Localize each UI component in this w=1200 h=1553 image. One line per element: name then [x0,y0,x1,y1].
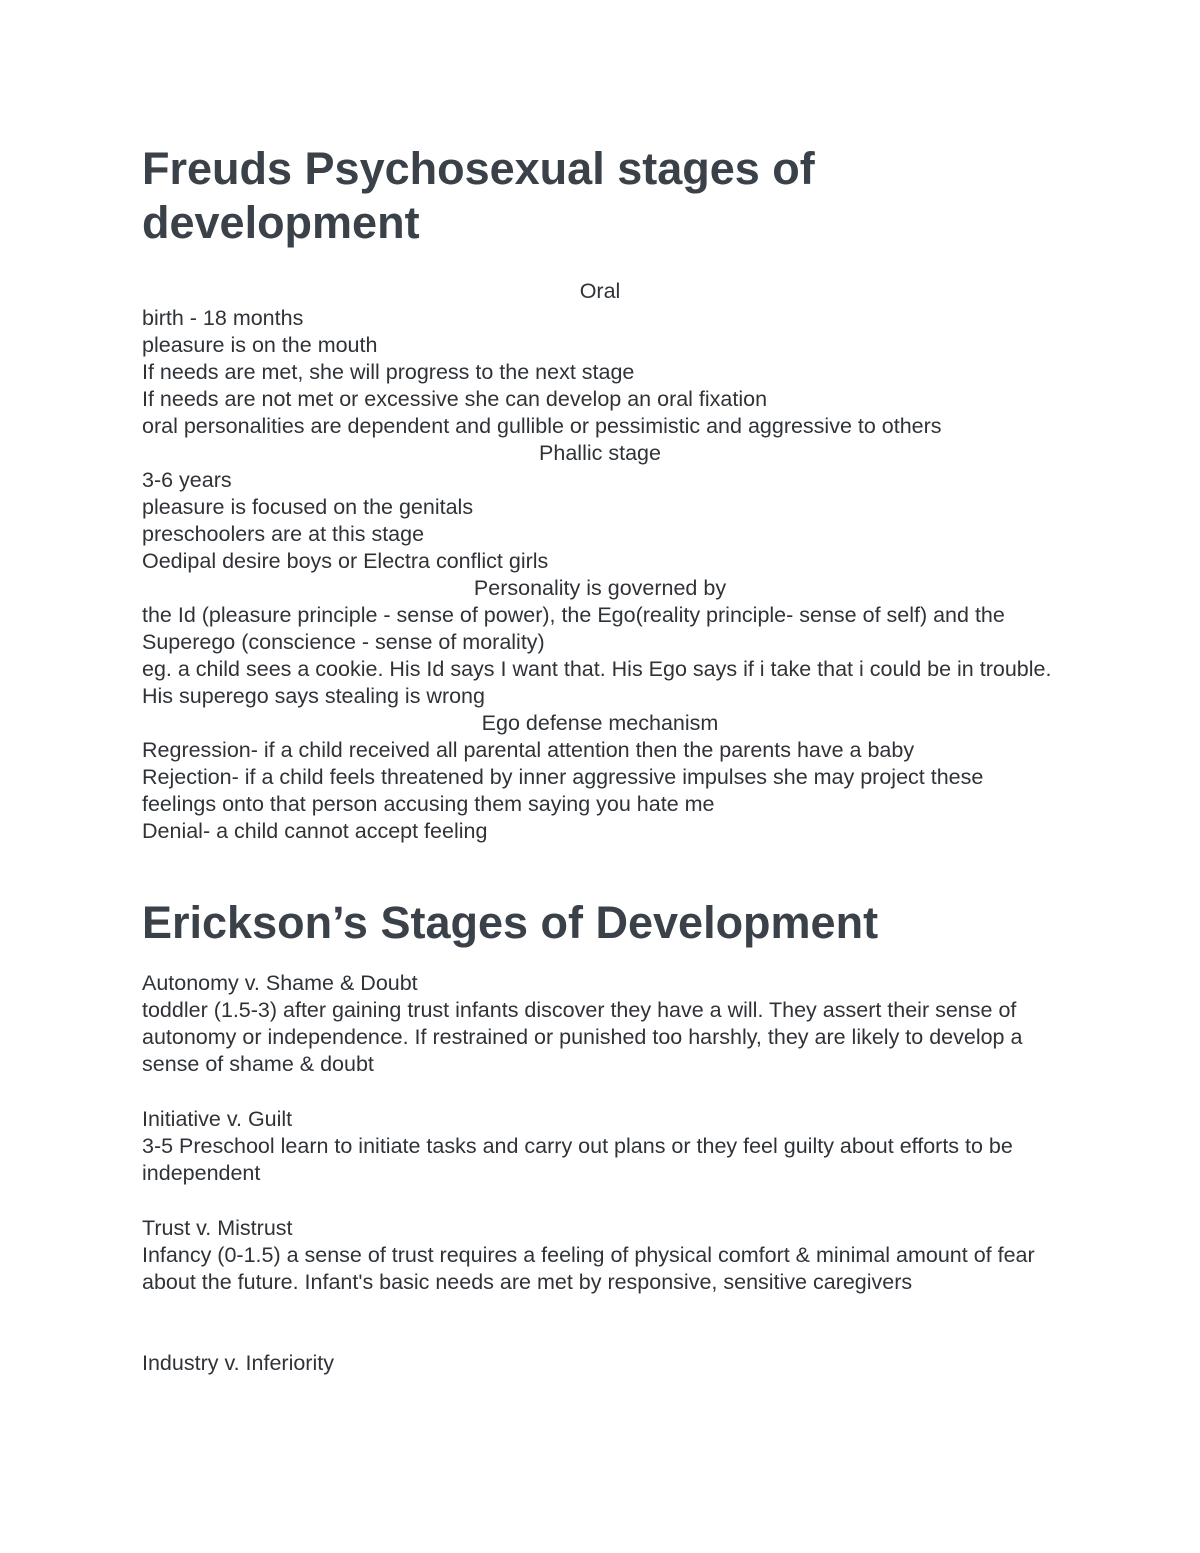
erickson-stage-industry [142,1350,1062,1377]
oral-line: pleasure is on the mouth [142,333,378,357]
oral-line: If needs are not met or excessive she can develop an oral fixation [142,387,768,411]
defense-heading: Ego defense mechanism [481,711,719,735]
defense-denial: Denial- a child cannot accept feeling [142,819,488,843]
defense-rejection: Rejection- if a child feels threatened by inner aggressive impulses she may project these feelings onto that person accusing them saying you hate me [142,765,984,816]
personality-heading: Personality is governed by [473,576,727,600]
freud-title: Freuds Psychosexual stages of development [142,143,815,248]
stage-description: 3-5 Preschool learn to initiate tasks and carry out plans or they feel guilty about efforts to be independent [142,1134,1013,1185]
stage-name: Autonomy v. Shame & Doubt [142,971,418,995]
defense-regression: Regression- if a child received all parental attention then the parents have a baby [142,738,915,762]
freud-section [142,278,1062,845]
oral-heading: Oral [579,279,621,303]
stage-name: Trust v. Mistrust [142,1216,293,1240]
stage-description: toddler (1.5-3) after gaining trust infants discover they have a will. They assert their sense of autonomy or independence. If restrained or punished too harshly, they are likely to develop a sense of shame & doubt [142,998,1023,1076]
erickson-stage-autonomy [142,970,1062,1078]
stage-name: Initiative v. Guilt [142,1107,293,1131]
stage-description: Infancy (0-1.5) a sense of trust requires a feeling of physical comfort & minimal amount of fear about the future. Infant's basic needs are met by responsive, sensitive caregivers [142,1243,1035,1294]
phallic-line: preschoolers are at this stage [142,522,425,546]
oral-line: oral personalities are dependent and gullible or pessimistic and aggressive to others [142,414,942,438]
phallic-line: 3-6 years [142,468,232,492]
phallic-line: pleasure is focused on the genitals [142,495,474,519]
oral-line: If needs are met, she will progress to the next stage [142,360,635,384]
erickson-title: Erickson’s Stages of Development [142,897,879,948]
personality-example: eg. a child sees a cookie. His Id says I want that. His Ego says if i take that i could be in trouble. His superego says stealing is wrong [142,657,1052,708]
phallic-heading: Phallic stage [539,441,661,465]
personality-paragraph: the Id (pleasure principle - sense of power), the Ego(reality principle- sense of self) and the Superego (conscience - sense of morality) [142,603,1005,654]
oral-line: birth - 18 months [142,306,304,330]
erickson-stage-initiative [142,1106,1062,1187]
stage-name: Industry v. Inferiority [142,1351,334,1375]
erickson-stage-trust [142,1215,1062,1296]
phallic-line: Oedipal desire boys or Electra conflict girls [142,549,549,573]
